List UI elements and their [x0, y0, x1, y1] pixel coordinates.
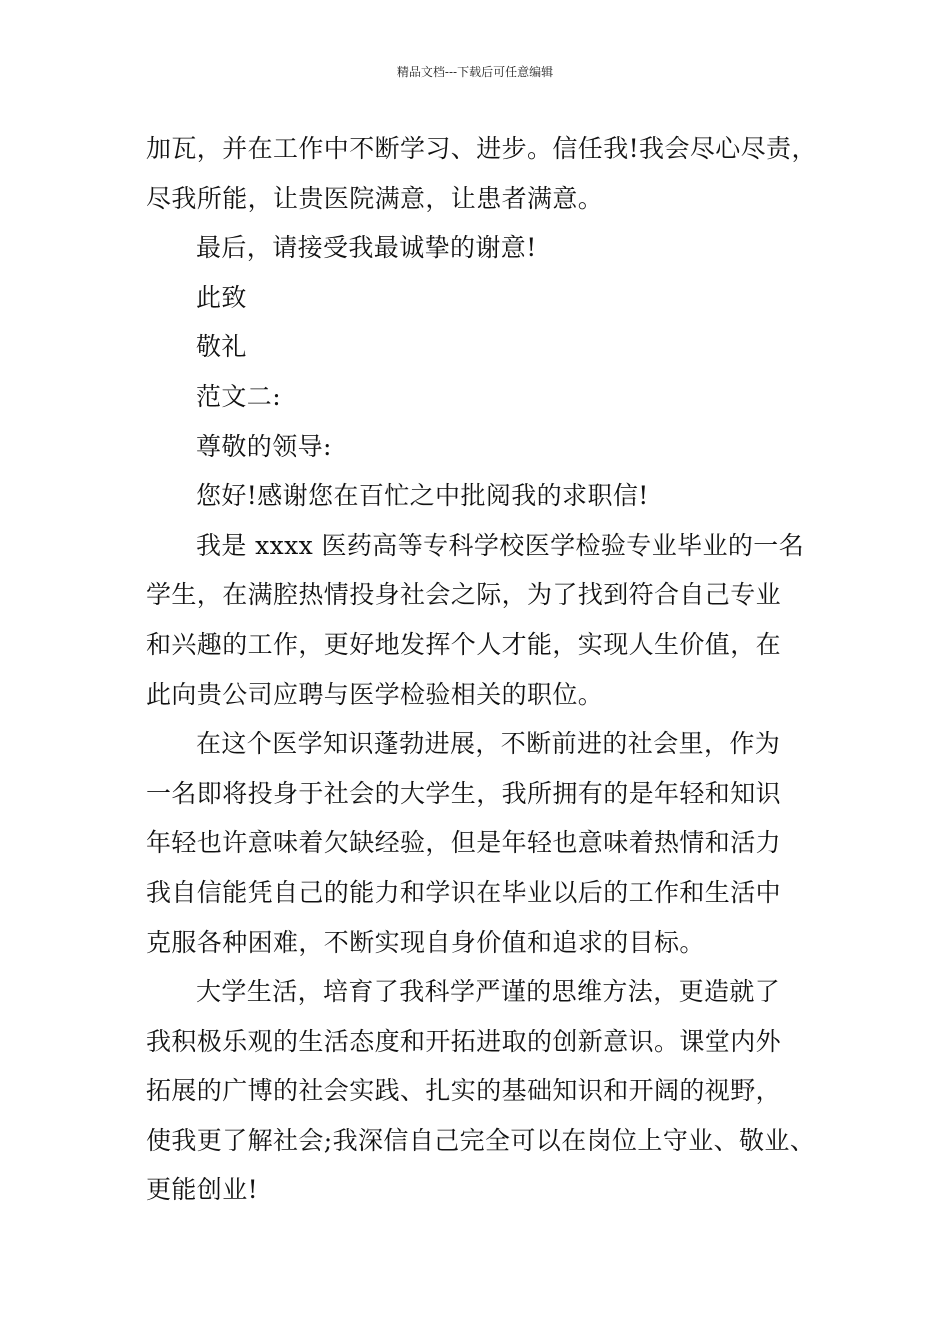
text-line: 和兴趣的工作，更好地发挥个人才能，实现人生价值，在 — [146, 629, 782, 659]
text-line: 克服各种困难，不断实现自身价值和追求的目标。 — [146, 927, 705, 957]
letter-greeting: 尊敬的领导: — [196, 431, 332, 461]
text-line: 最后，请接受我最诚挚的谢意! — [196, 233, 537, 263]
closing-regards: 敬礼 — [196, 332, 247, 362]
text-line: 年轻也许意味着欠缺经验，但是年轻也意味着热情和活力 — [146, 828, 782, 858]
text-line: 学生，在满腔热情投身社会之际，为了找到符合自己专业 — [146, 580, 782, 610]
text-line: 大学生活，培育了我科学严谨的思维方法，更造就了 — [196, 977, 781, 1007]
document-body — [146, 124, 817, 1215]
text-line: 我自信能凭自己的能力和学识在毕业以后的工作和生活中 — [146, 877, 782, 907]
text-line: 此向贵公司应聘与医学检验相关的职位。 — [146, 679, 604, 709]
text-line: 使我更了解社会;我深信自己完全可以在岗位上守业、敬业、 — [146, 1125, 816, 1155]
page-header: 精品文档---下载后可任意编辑 — [396, 65, 554, 79]
text-line: 我是 xxxx 医药高等专科学校医学检验专业毕业的一名 — [196, 530, 805, 560]
text-line: 拓展的广博的社会实践、扎实的基础知识和开阔的视野， — [146, 1076, 782, 1106]
text-line: 尽我所能，让贵医院满意，让患者满意。 — [146, 183, 604, 213]
section-heading: 范文二: — [196, 381, 282, 411]
text-line: 我积极乐观的生活态度和开拓进取的创新意识。课堂内外 — [146, 1026, 782, 1056]
text-line: 一名即将投身于社会的大学生，我所拥有的是年轻和知识 — [146, 778, 782, 808]
text-line: 您好!感谢您在百忙之中批阅我的求职信! — [196, 481, 649, 511]
text-line: 在这个医学知识蓬勃进展，不断前进的社会里，作为 — [196, 729, 781, 759]
closing-salutation: 此致 — [196, 282, 247, 312]
text-line: 更能创业! — [146, 1175, 259, 1205]
text-line: 加瓦，并在工作中不断学习、进步。信任我!我会尽心尽责， — [146, 134, 817, 163]
